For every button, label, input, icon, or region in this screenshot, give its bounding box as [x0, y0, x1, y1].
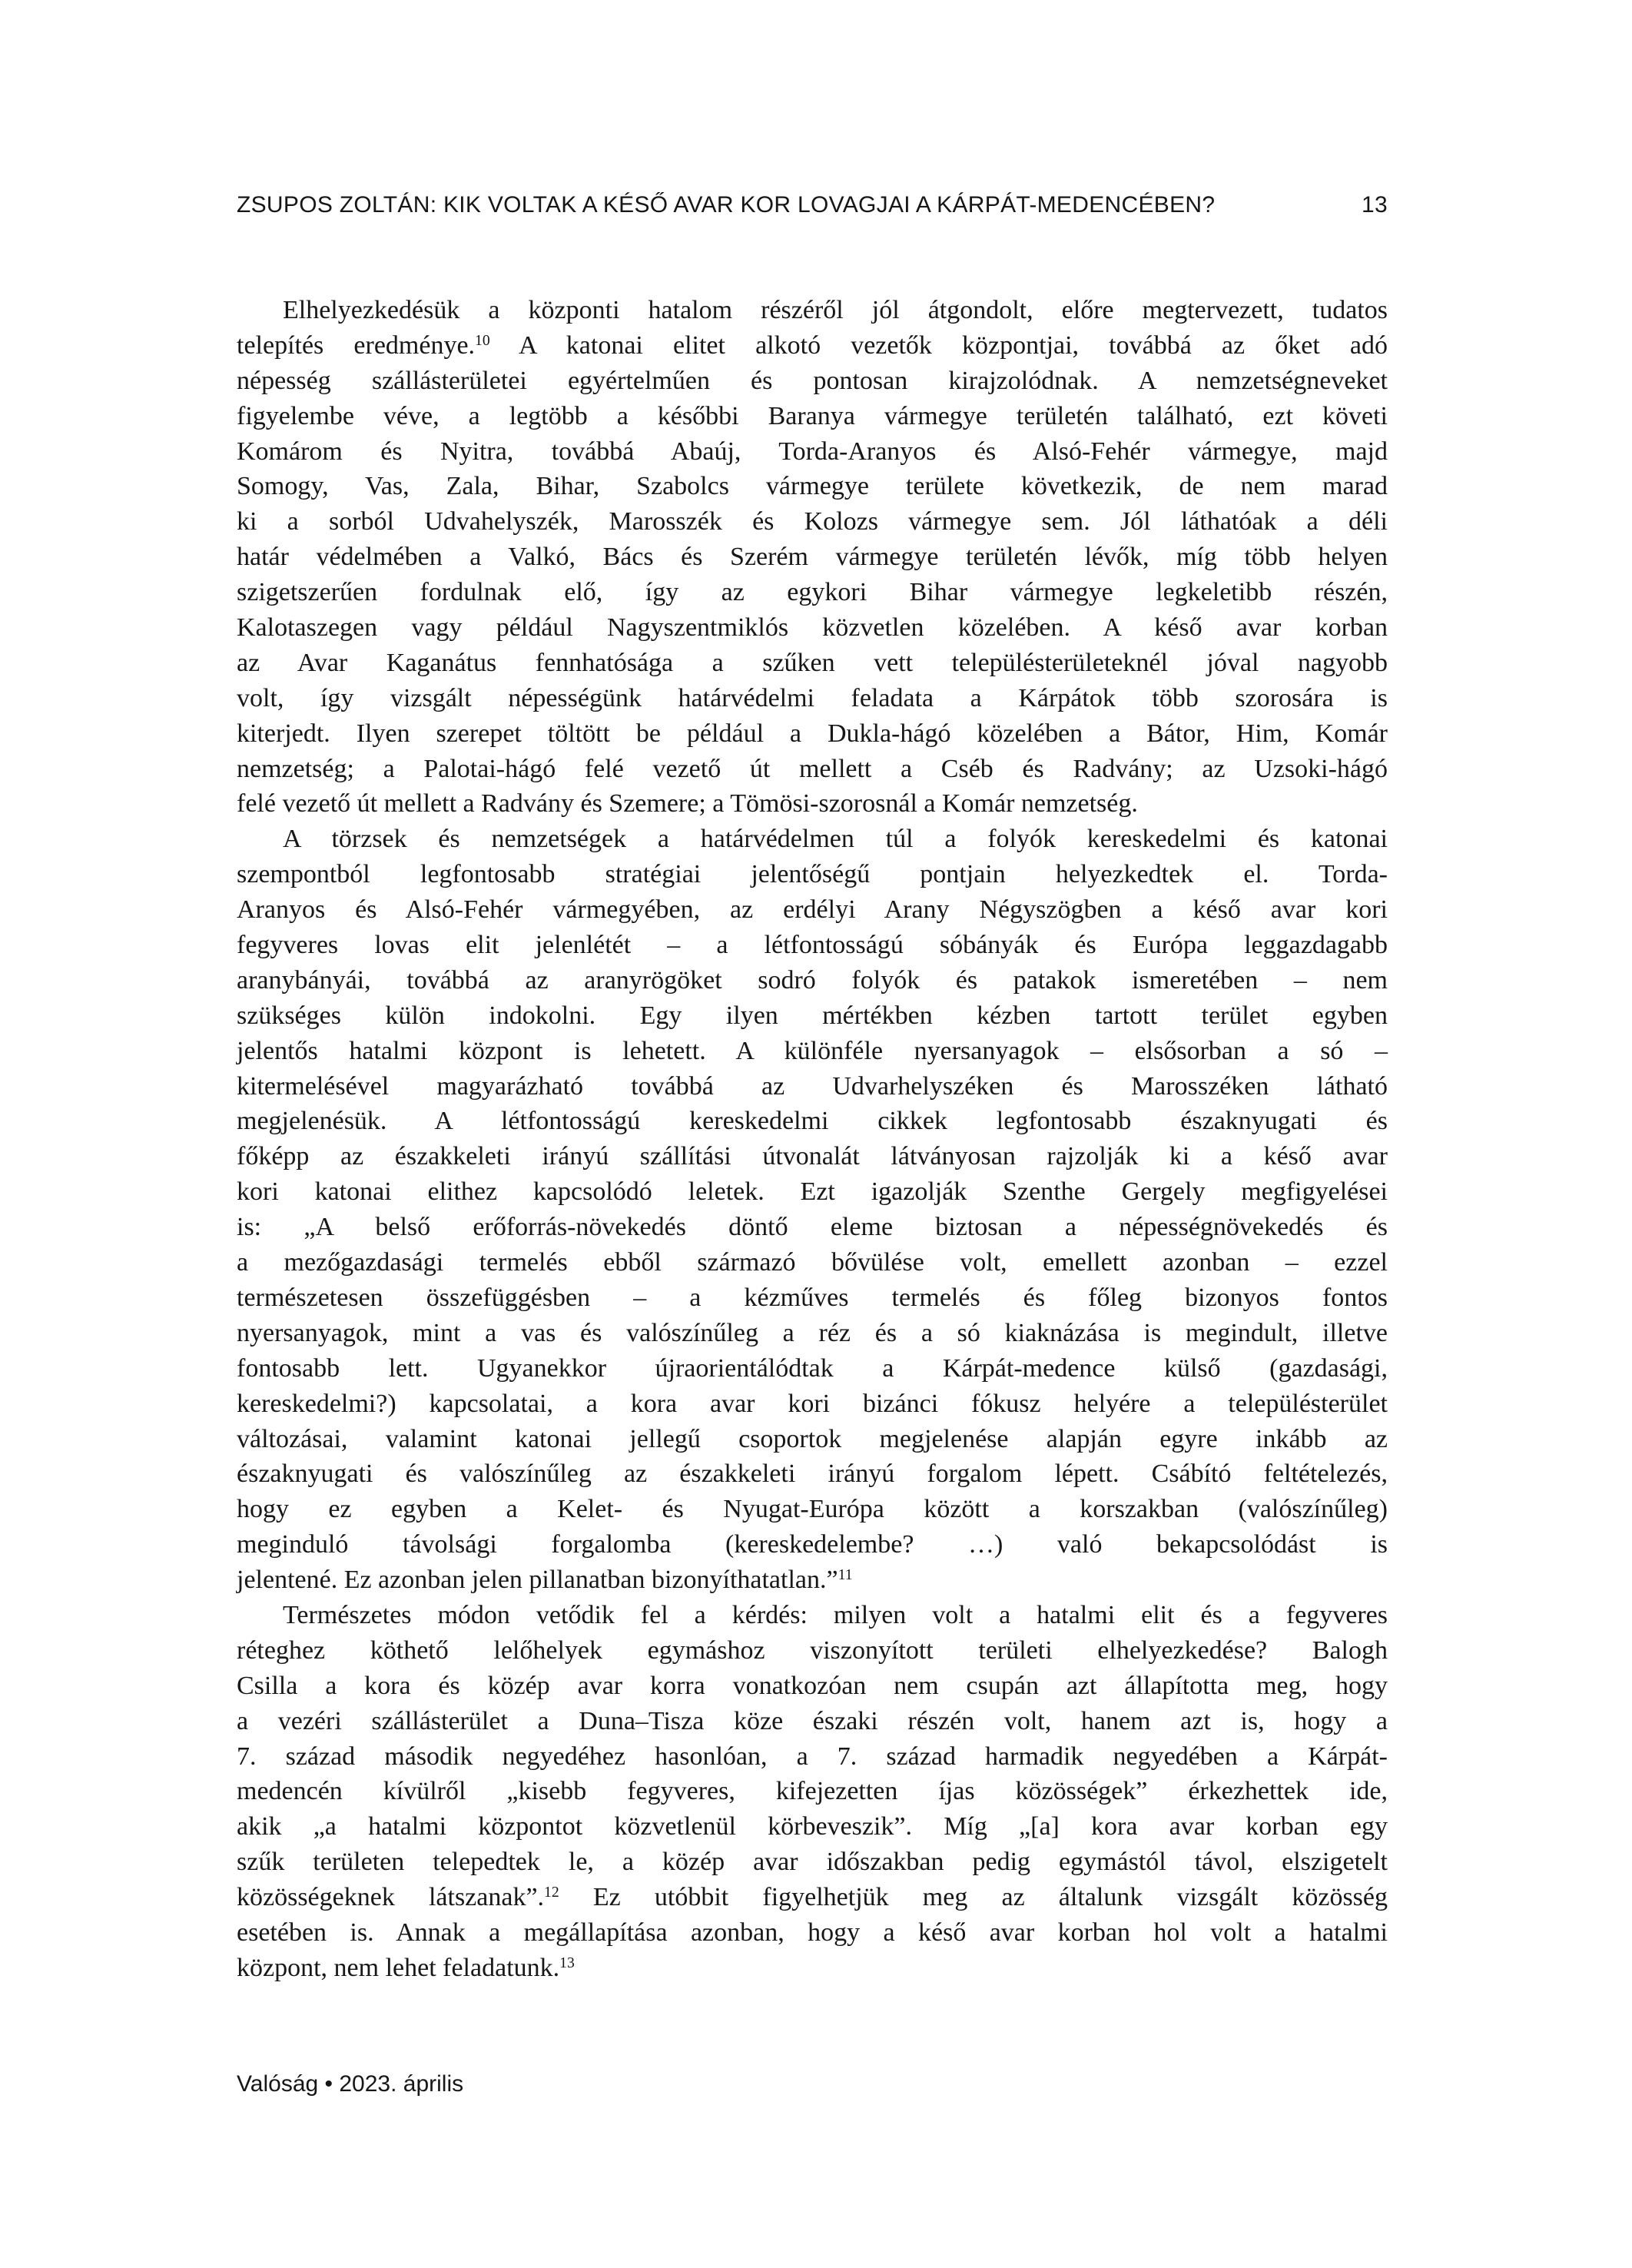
text-line: szigetszerűen fordulnak elő, így az egykori Bihar vármegye legkeletibb részén,	[237, 578, 1388, 607]
text-line: természetesen összefüggésben – a kézműves termelés és főleg bizonyos fontos	[237, 1283, 1388, 1312]
text-line: akik „a hatalmi központot közvetlenül körbeveszik”. Míg „[a] kora avar korban egy	[237, 1812, 1388, 1841]
text-line: északnyugati és valószínűleg az északkeleti irányú forgalom lépett. Csábító feltételezés,	[237, 1459, 1388, 1489]
text-line: is: „A belső erőforrás-növekedés döntő eleme biztosan a népességnövekedés és	[237, 1213, 1388, 1242]
text-line: fegyveres lovas elit jelenlétét – a létfontosságú sóbányák és Európa leggazdagabb	[237, 931, 1388, 960]
text-line: telepítés eredménye.$^{10}$ A katonai elitet alkotó vezetők központjai, továbbá az őket adó	[237, 330, 1388, 360]
running-title: ZSUPOS ZOLTÁN: KIK VOLTAK A KÉSŐ AVAR KOR LOVAGJAI A KÁRPÁT-MEDENCÉBEN?	[237, 192, 1216, 218]
text-line: esetében is. Annak a megállapítása azonban, hogy a késő avar korban hol volt a hatalmi	[237, 1918, 1388, 1947]
text-line: volt, így vizsgált népességünk határvédelmi feladata a Kárpátok több szorosára is	[237, 683, 1388, 712]
page-header	[237, 192, 1388, 218]
text-line: figyelembe véve, a legtöbb a későbbi Baranya vármegye területén található, ezt követi	[237, 401, 1388, 430]
text-line: határ védelmében a Valkó, Bács és Szerém vármegye területén lévők, míg több helyen	[237, 543, 1388, 572]
text-line: Komárom és Nyitra, továbbá Abaúj, Torda-Aranyos és Alsó-Fehér vármegye, majd	[237, 437, 1388, 466]
text-line: központ, nem lehet feladatunk.$^{13}$	[237, 1953, 575, 1982]
text-line: kori katonai elithez kapcsolódó leletek. Ezt igazolják Szenthe Gergely megfigyelései	[237, 1177, 1388, 1207]
text-line: Csilla a kora és közép avar korra vonatkozóan nem csupán azt állapította meg, hogy	[237, 1671, 1388, 1700]
page-number: 13	[1362, 192, 1388, 218]
text-line: meginduló távolsági forgalomba (kereskedelembe? …) való bekapcsolódást is	[237, 1530, 1388, 1559]
text-line: Természetes módon vetődik fel a kérdés: milyen volt a hatalmi elit és a fegyveres	[283, 1600, 1388, 1629]
text-line: közösségeknek látszanak”.$^{12}$ Ez utóbbit figyelhetjük meg az általunk vizsgált közösség	[237, 1883, 1388, 1912]
footnote-ref: 12	[544, 1884, 559, 1901]
text-line: szempontból legfontosabb stratégiai jelentőségű pontjain helyezkedtek el. Torda-	[237, 860, 1388, 889]
text-line: szükséges külön indokolni. Egy ilyen mértékben kézben tartott terület egyben	[237, 1001, 1388, 1030]
text-line: megjelenésük. A létfontosságú kereskedelmi cikkek legfontosabb északnyugati és	[237, 1107, 1388, 1136]
footnote-ref: 10	[475, 332, 490, 350]
text-line: ki a sorból Udvahelyszék, Marosszék és Kolozs vármegye sem. Jól láthatóak a déli	[237, 507, 1388, 536]
text-line: jelentené. Ez azonban jelen pillanatban bizonyíthatatlan.”$^{11}$	[237, 1566, 853, 1595]
text-line: Aranyos és Alsó-Fehér vármegyében, az erdélyi Arany Négyszögben a késő avar kori	[237, 895, 1388, 925]
text-line: kitermelésével magyarázható továbbá az Udvarhelyszéken és Marosszéken látható	[237, 1071, 1388, 1101]
journal-footer: Valóság • 2023. április	[237, 2071, 464, 2097]
text-line: az Avar Kaganátus fennhatósága a szűken vett településterületeknél jóval nagyobb	[237, 648, 1388, 677]
text-line: kereskedelmi?) kapcsolatai, a kora avar kori bizánci fókusz helyére a településterület	[237, 1389, 1388, 1418]
text-line: Elhelyezkedésük a központi hatalom részéről jól átgondolt, előre megtervezett, tudatos	[283, 296, 1388, 324]
footnote-ref: 13	[559, 1954, 575, 1972]
text-line: fontosabb lett. Ugyanekkor újraorientálódtak a Kárpát-medence külső (gazdasági,	[237, 1353, 1388, 1383]
text-line: felé vezető út mellett a Radvány és Szemere; a Tömösi-szorosnál a Komár nemzetség.	[237, 789, 1138, 819]
text-line: A törzsek és nemzetségek a határvédelmen túl a folyók kereskedelmi és katonai	[283, 825, 1388, 854]
text-line: szűk területen telepedtek le, a közép avar időszakban pedig egymástól távol, elszigetelt	[237, 1848, 1388, 1877]
text-line: réteghez köthető lelőhelyek egymáshoz viszonyított területi elhelyezkedése? Balogh	[237, 1635, 1388, 1665]
text-line: a vezéri szállásterület a Duna–Tisza köze északi részén volt, hanem azt is, hogy a	[237, 1706, 1388, 1735]
article-body	[237, 293, 1388, 1986]
text-line: medencén kívülről „kisebb fegyveres, kifejezetten íjas közösségek” érkezhettek ide,	[237, 1777, 1388, 1806]
text-line: kiterjedt. Ilyen szerepet töltött be például a Dukla-hágó közelében a Bátor, Him, Komár	[237, 719, 1388, 748]
text-line: változásai, valamint katonai jellegű csoportok megjelenése alapján egyre inkább az	[237, 1424, 1388, 1453]
text-line: jelentős hatalmi központ is lehetett. A különféle nyersanyagok – elsősorban a só –	[237, 1036, 1388, 1065]
text-line: Somogy, Vas, Zala, Bihar, Szabolcs vármegye területe következik, de nem marad	[237, 472, 1388, 501]
footnote-ref: 11	[838, 1566, 853, 1584]
text-line: hogy ez egyben a Kelet- és Nyugat-Európa között a korszakban (valószínűleg)	[237, 1495, 1388, 1524]
text-line: nyersanyagok, mint a vas és valószínűleg a réz és a só kiaknázása is megindult, illetve	[237, 1318, 1388, 1347]
text-line: Kalotaszegen vagy például Nagyszentmiklós közvetlen közelében. A késő avar korban	[237, 613, 1388, 643]
text-line: a mezőgazdasági termelés ebből származó bővülése volt, emellett azonban – ezzel	[237, 1248, 1388, 1277]
text-line: 7. század második negyedéhez hasonlóan, a 7. század harmadik negyedében a Kárpát-	[237, 1742, 1388, 1771]
text-line: nemzetség; a Palotai-hágó felé vezető út mellett a Cséb és Radvány; az Uzsoki-hágó	[237, 754, 1388, 783]
text-line: népesség szállásterületei egyértelműen és pontosan kirajzolódnak. A nemzetségneveket	[237, 366, 1388, 395]
text-line: főképp az északkeleti irányú szállítási útvonalát látványosan rajzolják ki a késő avar	[237, 1142, 1388, 1171]
text-line: aranybányái, továbbá az aranyrögöket sodró folyók és patakok ismeretében – nem	[237, 965, 1388, 995]
